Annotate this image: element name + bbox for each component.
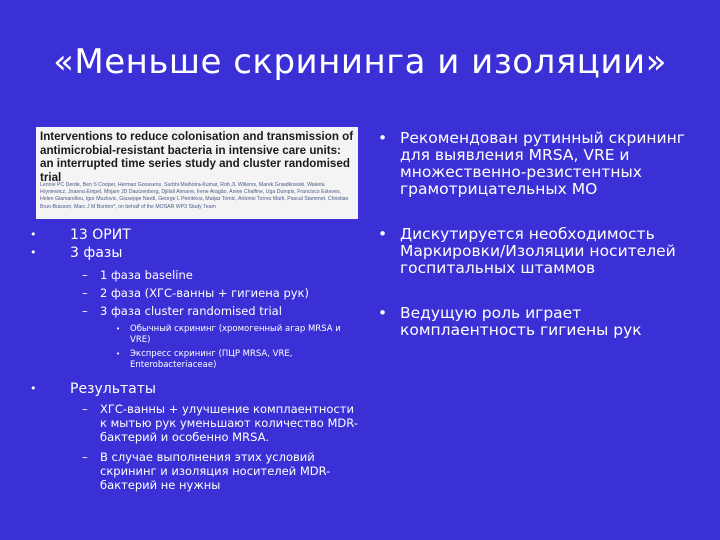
- sub-item-text: 3 фаза cluster randomised trial: [100, 304, 282, 318]
- list-item-marking-isolation: [378, 226, 688, 277]
- list-item-text: Рекомендован рутинный скрининг для выявления MRSA, VRE и множественно-резистентных грамотрицательных МО: [400, 129, 685, 198]
- list-item-routine-screening: [378, 130, 688, 198]
- list-item-text: 13 ОРИТ: [70, 227, 131, 243]
- bullet-icon: •: [30, 246, 37, 259]
- list-item-hand-hygiene: [378, 305, 688, 339]
- sub-item-result-1: [30, 402, 360, 444]
- list-item-text: Дискутируется необходимость Маркировки/Изоляции носителей госпитальных штаммов: [400, 225, 676, 277]
- sub-item-phase-1: [30, 268, 360, 282]
- list-item-icu-count: [30, 226, 360, 244]
- sub-item-text: В случае выполнения этих условий скрининг и изоляция носителей MDR-бактерий не нужны: [100, 450, 331, 492]
- list-item-text: Результаты: [70, 381, 156, 397]
- paper-title: Interventions to reduce colonisation and transmission of antimicrobial-resistant bacteria in intensive care units: an interrupted time series study and cluster randomised trial: [40, 130, 354, 184]
- bullet-icon: •: [116, 350, 121, 358]
- slide-title: «Меньше скрининга и изоляции»: [53, 42, 667, 82]
- sub-sub-item-express-screening: [30, 349, 360, 370]
- dash-icon: –: [82, 268, 88, 282]
- sub-sub-item-text: Обычный скрининг (хромогенный агар MRSA и VRE): [130, 324, 341, 345]
- sub-item-result-2: [30, 450, 360, 492]
- left-bullet-list: [30, 226, 360, 492]
- sub-item-text: 1 фаза baseline: [100, 268, 193, 282]
- list-item-text: Ведущую роль играет комплаентность гигиены рук: [400, 304, 642, 339]
- sub-item-phase-2: [30, 286, 360, 300]
- bullet-icon: •: [30, 228, 37, 241]
- list-item-phases: [30, 244, 360, 262]
- dash-icon: –: [82, 286, 88, 300]
- bullet-icon: •: [378, 225, 388, 243]
- right-bullet-list: [378, 130, 688, 339]
- sub-item-phase-3: [30, 304, 360, 318]
- bullet-icon: •: [378, 129, 388, 147]
- paper-excerpt-image: [36, 127, 358, 219]
- bullet-icon: •: [378, 304, 388, 322]
- sub-item-text: 2 фаза (ХГС-ванны + гигиена рук): [100, 286, 309, 300]
- dash-icon: –: [82, 450, 88, 464]
- sub-item-text: ХГС-ванны + улучшение комплаентности к мытью рук уменьшают количество MDR-бактерий и особенно MRSA.: [100, 402, 358, 444]
- dash-icon: –: [82, 402, 88, 416]
- list-item-results: [30, 380, 360, 398]
- sub-sub-item-text: Экспресс скрининг (ПЦР MRSA, VRE, Enterobacteriaceae): [130, 349, 293, 370]
- paper-authors: Lennie PC Derde, Ben S Cooper, Herman Goossens, Surbhi Malhotra-Kumar, Rob JL Willems, Marek Gniadkowski, Waleria Hryniewicz, Joanna Empel, Mirjam JD Dautzenberg, Djillali Annane, Irene Aragão, Annie Chalfine, Uga Dumpis, Francisco Esteves, Helen Giamarellou, Igor Muzlovic, Giuseppe Nardi, George L Petrikkos, Matjaz Tomic, Antonio Torres Marti, Pascal Stammet, Christian Brun-Buisson, Marc J M Bonten*, on behalf of the MOSAR WP3 Study Team: [40, 182, 349, 210]
- dash-icon: –: [82, 304, 88, 318]
- bullet-icon: •: [116, 325, 121, 333]
- sub-sub-item-routine-screening: [30, 324, 360, 345]
- bullet-icon: •: [30, 382, 37, 395]
- list-item-text: 3 фазы: [70, 245, 123, 261]
